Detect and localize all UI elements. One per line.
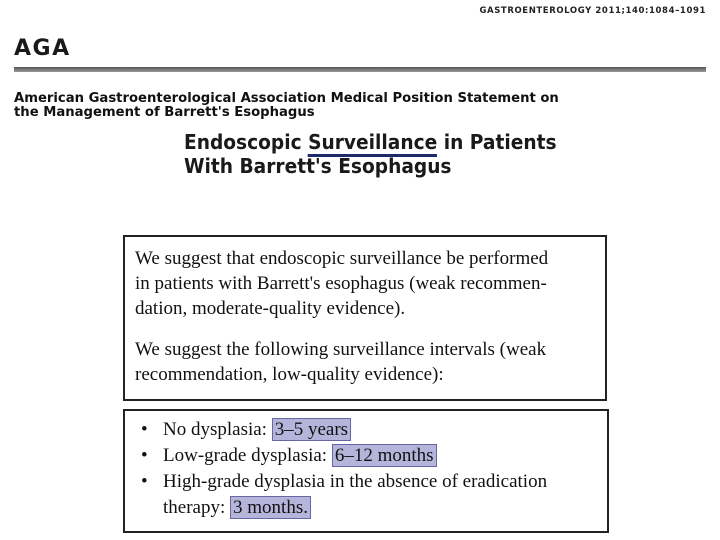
section-heading-line-1 (184, 130, 557, 154)
list-item (139, 469, 547, 521)
item-label: Low-grade dysplasia: (163, 445, 328, 466)
item-label-continuation: therapy: (163, 497, 226, 518)
highlighted-interval: 3 months. (230, 496, 311, 519)
statement-title-line-1: American Gastroenterological Association Medical Position Statement on (14, 91, 559, 106)
text-line: We suggest that endoscopic surveillance be performed (135, 248, 549, 269)
intervals-box (123, 409, 609, 533)
intervals-list (139, 417, 547, 521)
text-line: We suggest the following surveillance intervals (weak (135, 339, 547, 360)
item-label: No dysplasia: (163, 419, 267, 440)
list-item (139, 417, 547, 443)
highlighted-interval: 6–12 months (332, 444, 437, 467)
item-label: High-grade dysplasia in the absence of eradication (163, 471, 548, 492)
journal-logo: AGA (14, 36, 71, 61)
statement-title (14, 92, 714, 120)
header-divider (14, 67, 706, 72)
heading-text-pre: Endoscopic (184, 130, 309, 154)
recommendation-paragraph-1 (135, 246, 548, 321)
section-heading-line-2: With Barrett's Esophagus (184, 154, 452, 178)
underlined-word: Surveillance (308, 130, 437, 157)
highlighted-interval: 3–5 years (272, 418, 351, 441)
section-heading (184, 130, 557, 178)
heading-text-post: in Patients (437, 130, 557, 154)
text-line: recommendation, low-quality evidence): (135, 364, 444, 385)
text-line: in patients with Barrett's esophagus (weak recommen- (135, 273, 547, 294)
recommendation-box (123, 235, 607, 401)
statement-title-line-2: the Management of Barrett's Esophagus (14, 105, 315, 120)
list-item (139, 443, 547, 469)
journal-citation: GASTROENTEROLOGY 2011;140:1084–1091 (479, 6, 706, 16)
text-line: dation, moderate-quality evidence). (135, 298, 406, 319)
recommendation-paragraph-2 (135, 337, 546, 387)
